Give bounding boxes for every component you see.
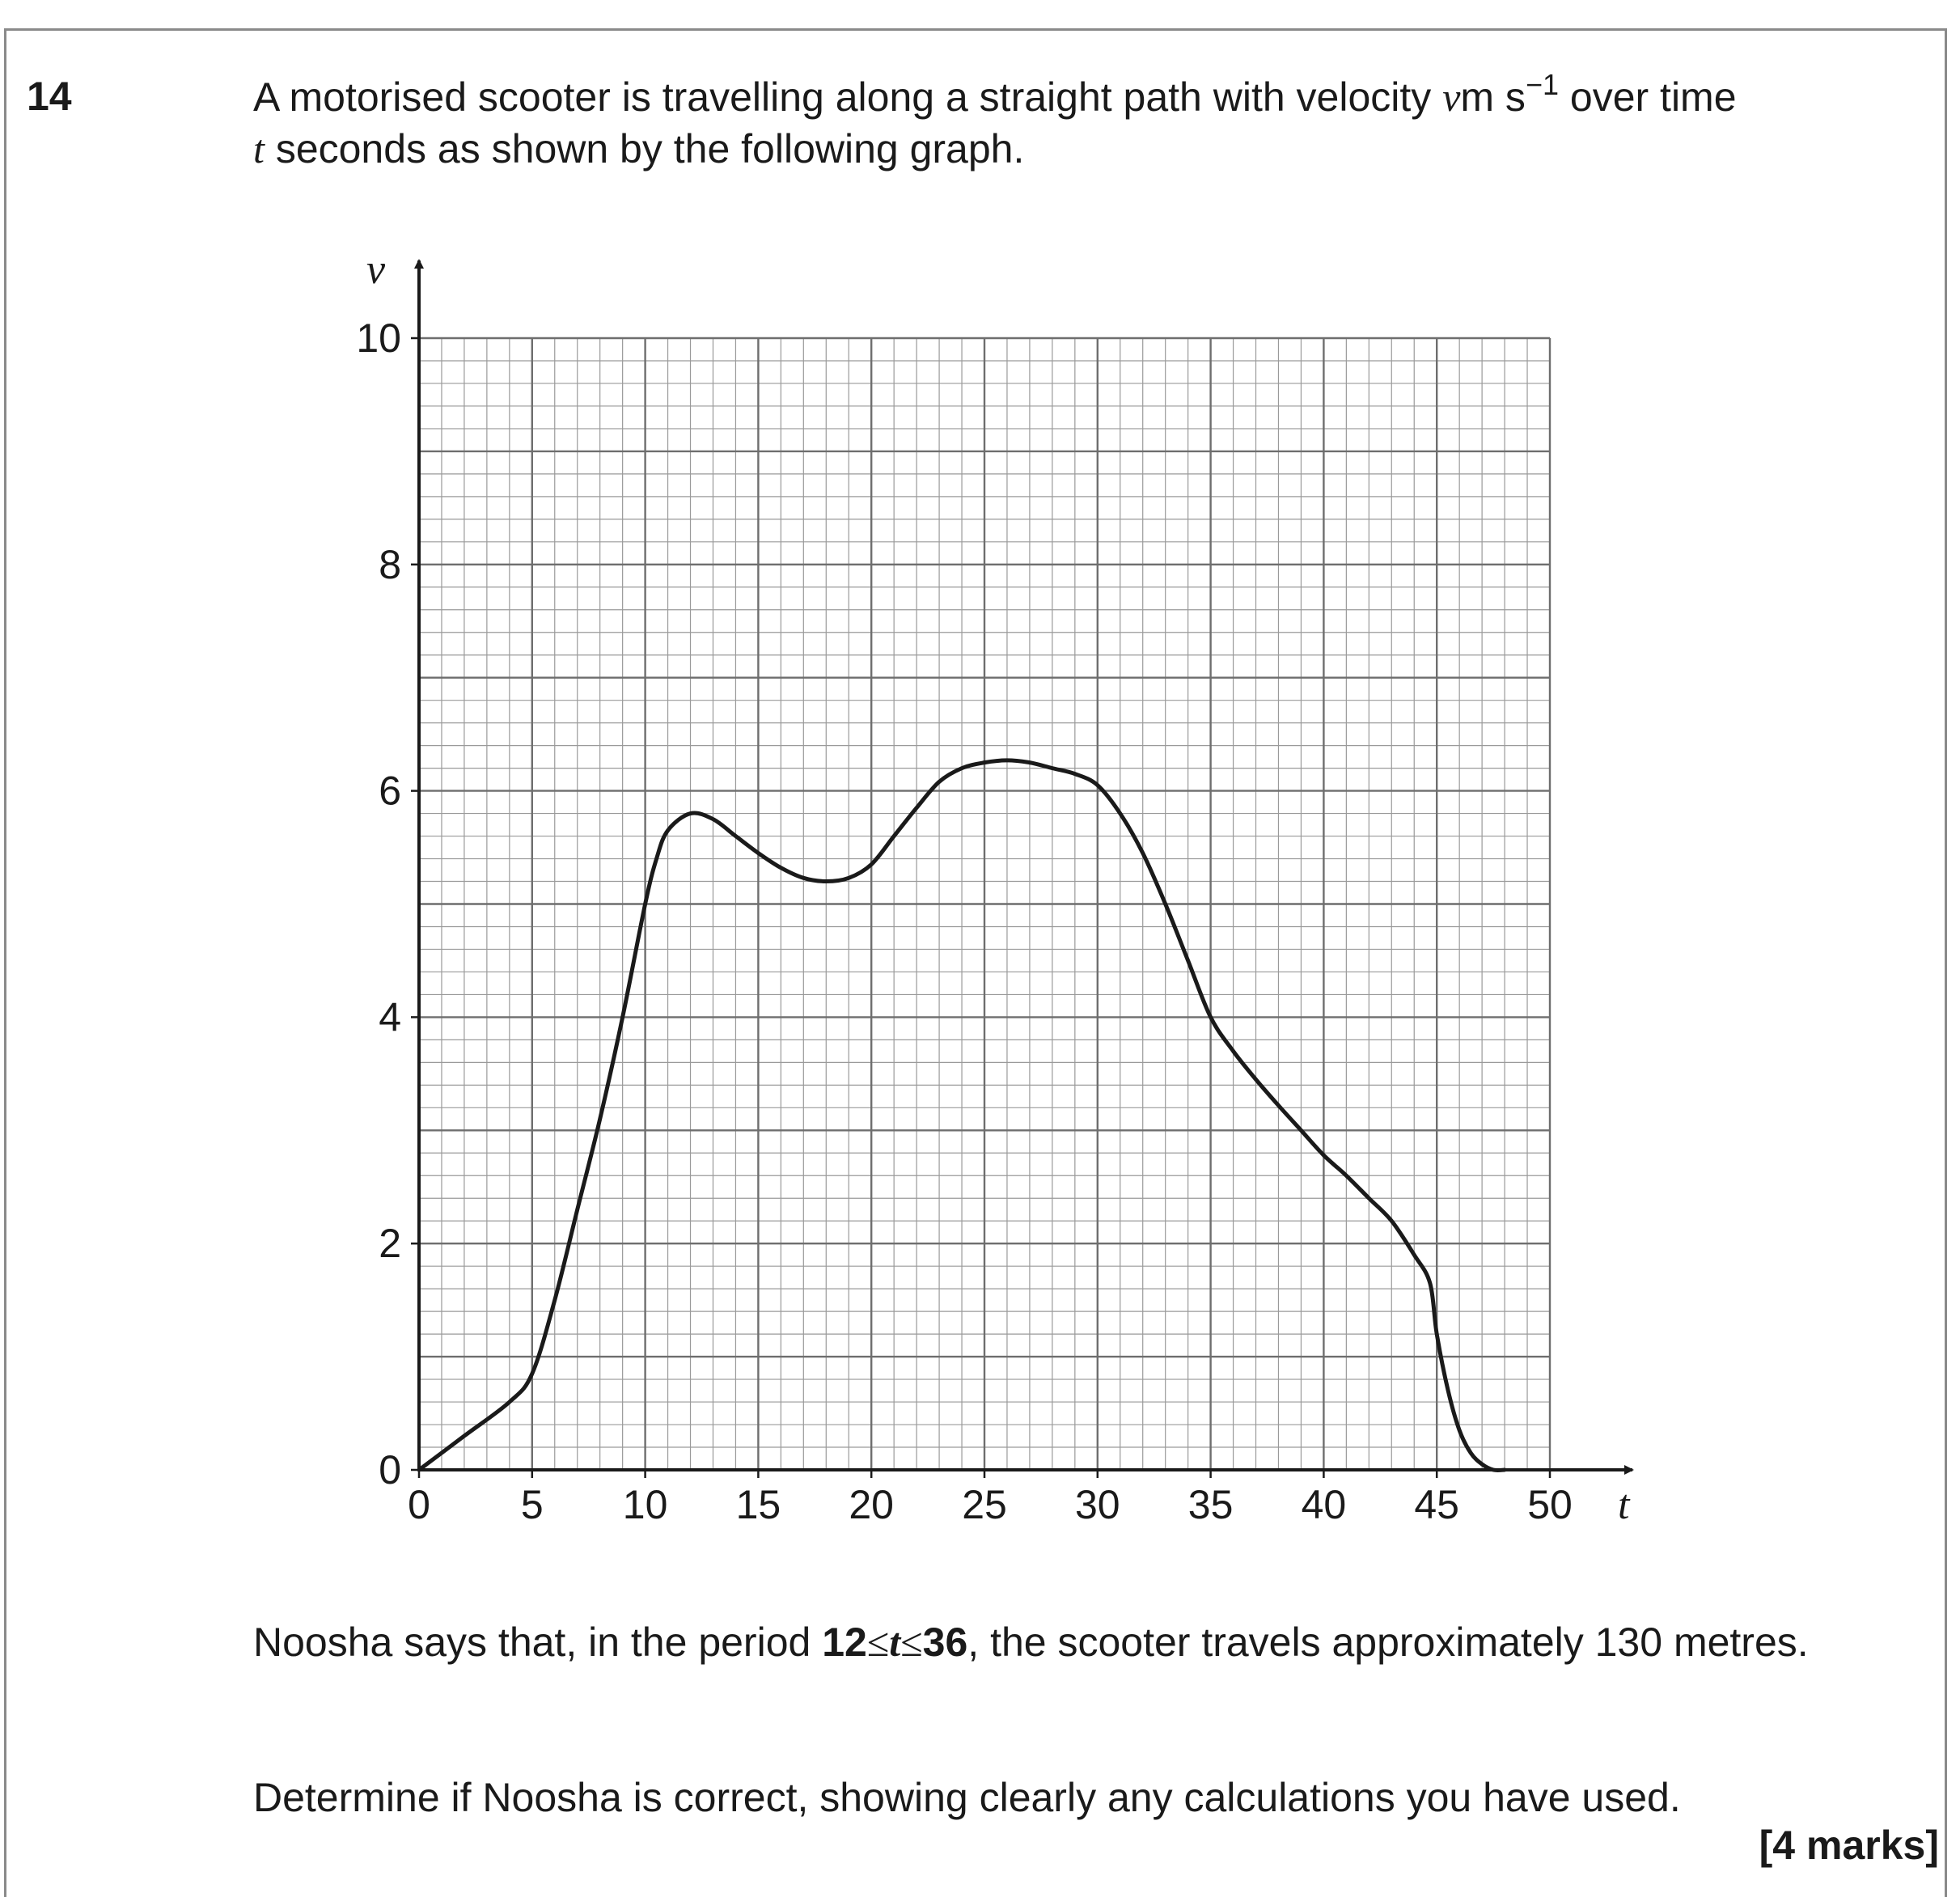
x-tick-label: 30 [1074,1482,1120,1527]
instruction: Determine if Noosha is correct, showing clearly any calculations you have used. [253,1775,1681,1820]
y-tick-label: 4 [379,994,401,1040]
x-tick-label: 15 [735,1482,781,1527]
x-tick-label: 20 [849,1482,895,1527]
stem-part-3: seconds as shown by the following graph. [275,126,1025,171]
marks-label: [4 marks] [1759,1823,1939,1868]
y-tick-label: 0 [379,1447,401,1493]
question-number: 14 [27,74,72,119]
velocity-unit: m s [1460,74,1526,120]
claim-paragraph [253,1616,1920,1668]
y-tick-label: 8 [379,541,401,587]
inequality-var: t [889,1620,901,1665]
x-tick-label: 35 [1187,1482,1234,1527]
x-tick-label: 50 [1527,1482,1573,1527]
x-tick-label: 45 [1414,1482,1460,1527]
x-tick-label: 0 [408,1482,430,1527]
y-tick-label: 6 [379,768,401,814]
y-tick-label: 2 [379,1221,401,1267]
claim-part-2: , the scooter travels approximately 130 metres. [967,1620,1809,1665]
inequality-upper: 36 [922,1620,968,1665]
inequality-lower: 12 [822,1620,867,1665]
x-tick-label: 5 [520,1482,544,1527]
y-tick-label: 10 [356,315,401,361]
inequality-op-1: ≤ [866,1620,890,1665]
y-axis-label: v [366,247,386,293]
x-tick-label: 25 [962,1482,1007,1527]
x-axis-label: t [1618,1482,1630,1528]
inequality-op-2: ≤ [900,1620,923,1665]
x-tick-label: 40 [1301,1482,1347,1527]
unit-exponent: −1 [1525,68,1559,101]
velocity-symbol: v [1442,74,1461,120]
stem-part-1: A motorised scooter is travelling along a straight path with velocity [253,74,1432,120]
claim-part-1: Noosha says that, in the period [253,1620,811,1665]
time-symbol: t [253,126,265,171]
stem-part-2: over time [1569,74,1737,120]
x-tick-label: 10 [622,1482,668,1527]
tick-labels [356,247,1631,1528]
major-grid [419,338,1550,1470]
